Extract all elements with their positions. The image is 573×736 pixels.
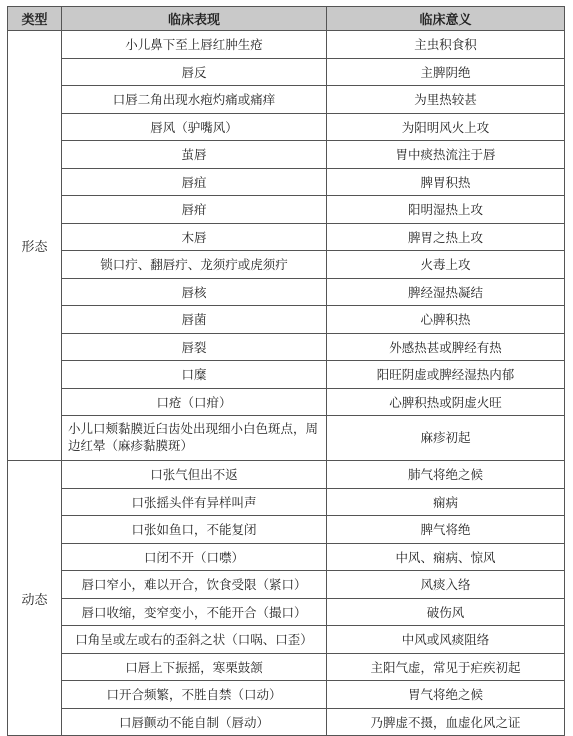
presentation-cell: 唇口窄小，难以开合，饮食受限（紧口） bbox=[62, 571, 327, 599]
presentation-cell: 唇疳 bbox=[62, 196, 327, 224]
table-row bbox=[8, 251, 565, 279]
meaning-cell: 胃中痰热流注于唇 bbox=[327, 141, 565, 169]
presentation-cell: 唇菌 bbox=[62, 306, 327, 334]
presentation-cell: 锁口疔、翻唇疔、龙须疔或虎须疔 bbox=[62, 251, 327, 279]
presentation-cell: 木唇 bbox=[62, 223, 327, 251]
meaning-cell: 脾胃之热上攻 bbox=[327, 223, 565, 251]
meaning-cell: 中风或风痰阻络 bbox=[327, 626, 565, 654]
table-row bbox=[8, 543, 565, 571]
table-row bbox=[8, 571, 565, 599]
table-row bbox=[8, 196, 565, 224]
meaning-cell: 外感热甚或脾经有热 bbox=[327, 333, 565, 361]
presentation-cell: 口开合频繁，不胜自禁（口动） bbox=[62, 681, 327, 709]
meaning-cell: 胃气将绝之候 bbox=[327, 681, 565, 709]
type-cell-movement: 动态 bbox=[8, 461, 62, 736]
presentation-cell: 口张气但出不返 bbox=[62, 461, 327, 489]
header-type: 类型 bbox=[8, 7, 62, 31]
table-row bbox=[8, 708, 565, 736]
presentation-cell: 茧唇 bbox=[62, 141, 327, 169]
meaning-cell: 中风、痫病、惊风 bbox=[327, 543, 565, 571]
type-cell-morphology: 形态 bbox=[8, 31, 62, 461]
table-row bbox=[8, 223, 565, 251]
table-row bbox=[8, 626, 565, 654]
meaning-cell: 阳旺阴虚或脾经湿热内郁 bbox=[327, 361, 565, 389]
presentation-cell: 口张摇头伴有异样叫声 bbox=[62, 488, 327, 516]
table-row bbox=[8, 488, 565, 516]
table-row bbox=[8, 86, 565, 114]
presentation-cell: 口糜 bbox=[62, 361, 327, 389]
meaning-cell: 乃脾虚不摄，血虚化风之证 bbox=[327, 708, 565, 736]
meaning-cell: 火毒上攻 bbox=[327, 251, 565, 279]
presentation-cell: 口唇上下振摇，寒栗鼓颔 bbox=[62, 653, 327, 681]
meaning-cell: 为里热较甚 bbox=[327, 86, 565, 114]
table-row bbox=[8, 113, 565, 141]
presentation-cell: 唇核 bbox=[62, 278, 327, 306]
table-row bbox=[8, 141, 565, 169]
table-row bbox=[8, 598, 565, 626]
presentation-cell: 唇疽 bbox=[62, 168, 327, 196]
table-row bbox=[8, 461, 565, 489]
meaning-cell: 痫病 bbox=[327, 488, 565, 516]
meaning-cell: 心脾积热 bbox=[327, 306, 565, 334]
meaning-cell: 为阳明风火上攻 bbox=[327, 113, 565, 141]
meaning-cell: 脾胃积热 bbox=[327, 168, 565, 196]
table-row bbox=[8, 31, 565, 59]
table-row bbox=[8, 388, 565, 416]
meaning-cell: 破伤风 bbox=[327, 598, 565, 626]
table-row bbox=[8, 653, 565, 681]
presentation-cell: 口闭不开（口噤） bbox=[62, 543, 327, 571]
meaning-cell: 肺气将绝之候 bbox=[327, 461, 565, 489]
header-presentation: 临床表现 bbox=[62, 7, 327, 31]
table-header-row bbox=[8, 7, 565, 31]
presentation-cell: 唇裂 bbox=[62, 333, 327, 361]
table-row bbox=[8, 278, 565, 306]
table-row bbox=[8, 58, 565, 86]
presentation-cell: 口唇二角出现水疱灼痛或痛痒 bbox=[62, 86, 327, 114]
meaning-cell: 主虫积食积 bbox=[327, 31, 565, 59]
table-row bbox=[8, 333, 565, 361]
presentation-cell: 小儿鼻下至上唇红肿生疮 bbox=[62, 31, 327, 59]
table-row bbox=[8, 361, 565, 389]
meaning-cell: 阳明湿热上攻 bbox=[327, 196, 565, 224]
meaning-cell: 脾气将绝 bbox=[327, 516, 565, 544]
header-meaning: 临床意义 bbox=[327, 7, 565, 31]
table-row bbox=[8, 516, 565, 544]
meaning-cell: 风痰入络 bbox=[327, 571, 565, 599]
table-row bbox=[8, 681, 565, 709]
meaning-cell: 心脾积热或阴虚火旺 bbox=[327, 388, 565, 416]
table-row bbox=[8, 306, 565, 334]
presentation-cell: 口角呈或左或右的歪斜之状（口㖞、口歪） bbox=[62, 626, 327, 654]
meaning-cell: 脾经湿热凝结 bbox=[327, 278, 565, 306]
presentation-cell: 小儿口颊黏膜近臼齿处出现细小白色斑点，周边红晕（麻疹黏膜斑） bbox=[62, 416, 327, 461]
meaning-cell: 主脾阴绝 bbox=[327, 58, 565, 86]
presentation-cell: 口唇颤动不能自制（唇动） bbox=[62, 708, 327, 736]
meaning-cell: 麻疹初起 bbox=[327, 416, 565, 461]
table-row bbox=[8, 168, 565, 196]
presentation-cell: 唇反 bbox=[62, 58, 327, 86]
clinical-table bbox=[7, 6, 565, 736]
presentation-cell: 唇风（驴嘴风） bbox=[62, 113, 327, 141]
presentation-cell: 唇口收缩，变窄变小，不能开合（撮口） bbox=[62, 598, 327, 626]
table-row bbox=[8, 416, 565, 461]
presentation-cell: 口张如鱼口，不能复闭 bbox=[62, 516, 327, 544]
presentation-cell: 口疮（口疳） bbox=[62, 388, 327, 416]
meaning-cell: 主阳气虚，常见于疟疾初起 bbox=[327, 653, 565, 681]
